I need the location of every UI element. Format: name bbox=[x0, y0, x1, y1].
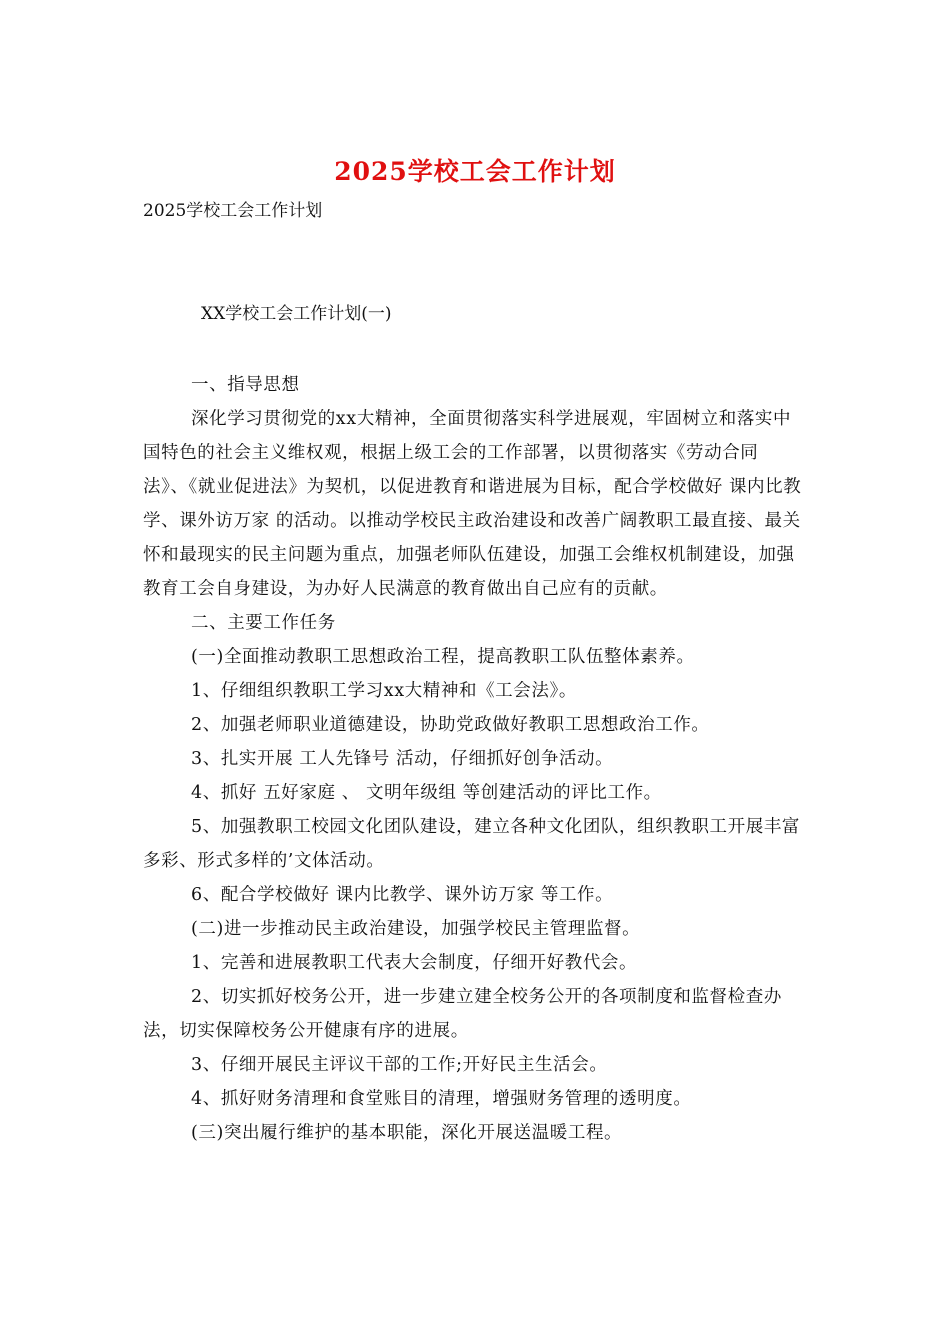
section-heading-guiding-ideology: 一、指导思想 bbox=[191, 375, 300, 395]
list-item: 6、配合学校做好 课内比教学、课外访万家 等工作。 bbox=[191, 885, 614, 905]
document-title: 2025学校工会工作计划 bbox=[334, 157, 616, 186]
list-item: 2、加强老师职业道德建设，协助党政做好教职工思想政治工作。 bbox=[191, 715, 710, 735]
subsection-heading-3: (三)突出履行维护的基本职能，深化开展送温暖工程。 bbox=[191, 1123, 623, 1143]
document-body bbox=[143, 368, 803, 1150]
list-item: 1、完善和进展教职工代表大会制度，仔细开好教代会。 bbox=[191, 953, 638, 973]
list-item: 2、切实抓好校务公开，进一步建立建全校务公开的各项制度和监督检查办法，切实保障校务公开健康有序的进展。 bbox=[143, 987, 782, 1041]
section-heading-main-tasks: 二、主要工作任务 bbox=[191, 613, 336, 633]
list-item: 3、仔细开展民主评议干部的工作;开好民主生活会。 bbox=[191, 1055, 608, 1075]
list-item: 5、加强教职工校园文化团队建设，建立各种文化团队，组织教职工开展丰富多彩、形式多样的’文体活动。 bbox=[143, 817, 801, 871]
list-item: 4、抓好 五好家庭 、 文明年级组 等创建活动的评比工作。 bbox=[191, 783, 662, 803]
subsection-heading-2: (二)进一步推动民主政治建设，加强学校民主管理监督。 bbox=[191, 919, 641, 939]
list-item: 4、抓好财务清理和食堂账目的清理，增强财务管理的透明度。 bbox=[191, 1089, 692, 1109]
list-item: 3、扎实开展 工人先锋号 活动，仔细抓好创争活动。 bbox=[191, 749, 614, 769]
list-item: 1、仔细组织教职工学习xx大精神和《工会法》。 bbox=[191, 681, 577, 701]
subsection-heading-1: (一)全面推动教职工思想政治工程，提高教职工队伍整体素养。 bbox=[191, 647, 695, 667]
plan-heading: XX学校工会工作计划(一) bbox=[201, 304, 392, 324]
document-subtitle: 2025学校工会工作计划 bbox=[143, 201, 323, 221]
paragraph-guiding-ideology: 深化学习贯彻党的xx大精神，全面贯彻落实科学进展观，牢固树立和落实中国特色的社会主义维权观，根据上级工会的工作部署，以贯彻落实《劳动合同法》、《就业促进法》为契机，以促进教育和谐进展为目标，配合学校做好 课内比教学、课外访万家 的活动。以推动学校民主政治建设和改善广阔教职工最直接、最关怀和最现实的民主问题为重点，加强老师队伍建设，加强工会维权机制建设，加强教育工会自身建设，为办好人民满意的教育做出自己应有的贡献。 bbox=[143, 409, 802, 599]
